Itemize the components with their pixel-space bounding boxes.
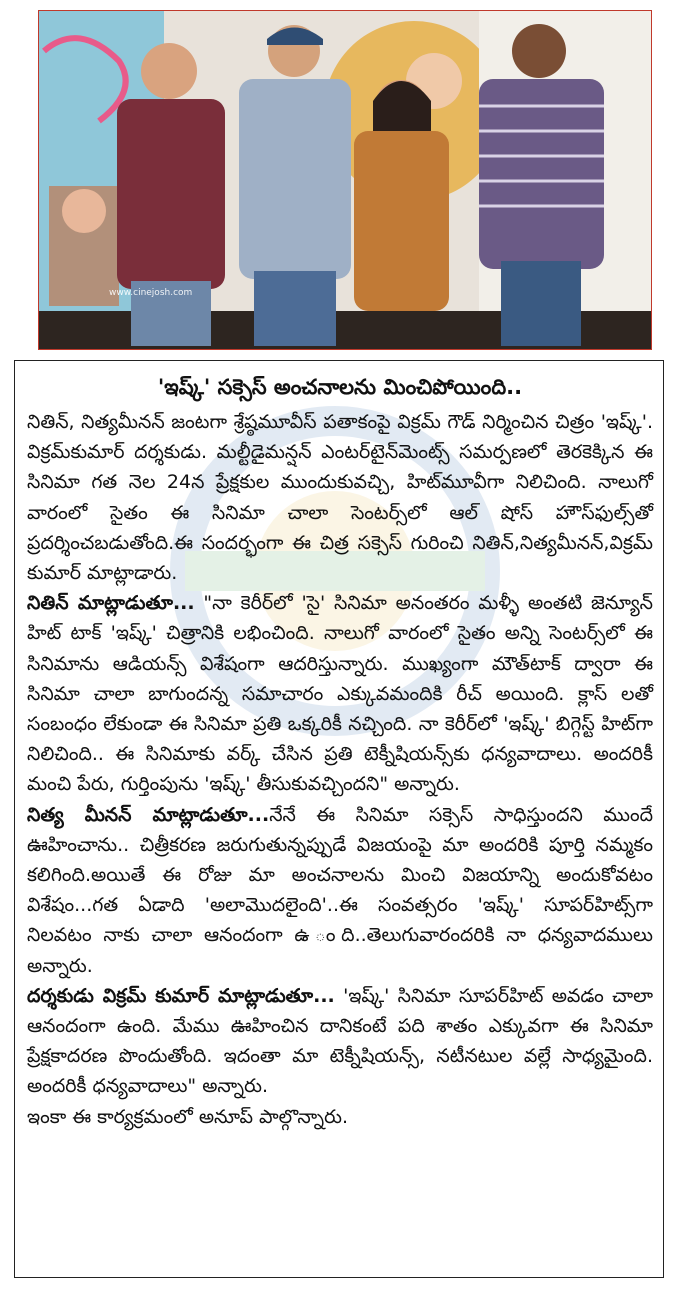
closing-line: ఇంకా ఈ కార్యక్రమంలో అనూప్ పాల్గొన్నారు. bbox=[27, 1105, 349, 1128]
vikram-paragraph bbox=[27, 981, 653, 1102]
article-headline: 'ఇష్క్' సక్సెస్ అంచనాలను మించిపోయింది.. bbox=[157, 375, 523, 399]
article-box bbox=[14, 360, 664, 1278]
vikram-label: దర్శకుడు విక్రమ్ కుమార్ మాట్లాడుతూ... bbox=[27, 984, 335, 1007]
nitin-paragraph bbox=[27, 588, 653, 799]
nithya-label: నిత్య మీనన్ మాట్లాడుతూ... bbox=[27, 803, 270, 826]
event-photo bbox=[38, 10, 652, 350]
nitin-label: నితిన్ మాట్లాడుతూ... bbox=[27, 592, 195, 615]
nitin-quote: "నా కెరీర్‌లో 'సై' సినిమా అనంతరం మళ్ళీ అంతటి జెన్యూన్ హిట్ టాక్ 'ఇష్క్' చిత్రానికి లభించింది. నాలుగో వారంలో సైతం అన్ని సెంటర్స్‌లో ఈ సినిమాను ఆడియన్స్ విశేషంగా ఆదరిస్తున్నారు. ముఖ్యంగా మౌత్‌టాక్ ద్వారా ఈ సినిమా చాలా బాగుందన్న సమాచారం ఎక్కువమందికి రీచ్ అయింది. క్లాస్ లతో సంబంధం లేకుండా ఈ సినిమా ప్రతి ఒక్కరికీ నచ్చింది. నా కెరీర్‌లో 'ఇష్క్' బిగ్గెస్ట్ హిట్‌గా నిలిచింది.. ఈ సినిమాకు వర్క్ చేసిన ప్రతి టెక్నీషియన్స్‌కు ధన్యవాదాలు. అందరికీ మంచి పేరు, గుర్తింపును 'ఇష్క్' తీసుకువచ్చిందని" అన్నారు. bbox=[27, 592, 653, 796]
intro-paragraph: నితిన్, నిత్యమీనన్ జంటగా శ్రేష్ఠమూవీస్ పతాకంపై విక్రమ్ గౌడ్ నిర్మించిన చిత్రం 'ఇష్క్'. విక్రమ్‌కుమార్ దర్శకుడు. మల్టీడైమన్షన్ ఎంటర్‌టైన్‌మెంట్స్ సమర్పణలో తెరకెక్కిన ఈ సినిమా గత నెల 24న ప్రేక్షకుల ముందుకువచ్చి, హిట్‌మూవీగా నిలిచింది. నాలుగో వారంలో సైతం ఈ సినిమా చాలా సెంటర్స్‌లో ఆల్ షోస్ హౌస్‌ఫుల్స్‌తో ప్రదర్శించబడుతోంది.ఈ సందర్భంగా ఈ చిత్ర సక్సెస్ గురించి నితిన్,నిత్యమీనన్,విక్రమ్ కుమార్ మాట్లాడారు. bbox=[27, 411, 653, 585]
photo-watermark: www.cinejosh.com bbox=[109, 288, 193, 298]
nithya-paragraph bbox=[27, 800, 653, 981]
nithya-quote: నేనే ఈ సినిమా సక్సెస్ సాధిస్తుందని ముందే ఊహించాను.. చిత్రీకరణ జరుగుతున్నప్పుడే విజయంపై మా అందరికి పూర్తి నమ్మకం కలిగింది.అయితే ఈ రోజు మా అంచనాలను మించి విజయాన్ని అందుకోవటం విశేషం...గత ఏడాది 'అలామొదలైంది'..ఈ సంవత్సరం 'ఇష్క్' సూపర్‌హిట్స్‌గా నిలవటం నాకు చాలా ఆనందంగా ఉ ంది..తెలుగువారందరికి నా ధన్యవాదములు అన్నారు. bbox=[27, 803, 654, 977]
vikram-quote: 'ఇష్క్' సినిమా సూపర్‌హిట్ అవడం చాలా ఆనందంగా ఉంది. మేము ఊహించిన దానికంటే పది శాతం ఎక్కువగా ఈ సినిమా ప్రేక్షకాదరణ పొందుతోంది. ఇదంతా మా టెక్నీషియన్స్, నటీనటుల వల్లే సాధ్యమైంది. అందరికీ ధన్యవాదాలు" అన్నారు. bbox=[27, 984, 653, 1098]
press-meet-image bbox=[39, 11, 651, 349]
